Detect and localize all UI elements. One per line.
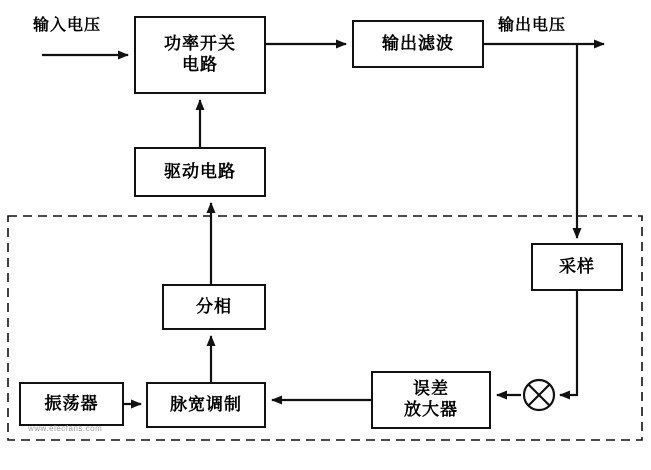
block-sampling[interactable] (531, 243, 623, 291)
label-input-voltage: 输入电压 (33, 17, 102, 34)
block-label-line-1: 分相 (196, 296, 232, 316)
block-label-line-1: 驱动电路 (164, 161, 236, 181)
block-error-amplifier[interactable] (371, 371, 491, 429)
block-output-filter[interactable] (352, 20, 484, 68)
block-label-line-1: 功率开关 (164, 34, 236, 54)
block-label-line-1: 脉宽调制 (170, 394, 242, 414)
block-power-switch-circuit[interactable] (134, 16, 266, 94)
wire-sampling-to-summing (560, 291, 577, 395)
block-pwm[interactable] (146, 382, 266, 428)
block-label-line-1: 输出滤波 (382, 33, 454, 53)
summing-junction-symbol (524, 380, 554, 410)
block-label-line-1: 误差 (413, 379, 449, 399)
label-output-voltage: 输出电压 (498, 17, 567, 34)
block-label-line-1: 振荡器 (44, 393, 99, 413)
block-oscillator[interactable] (19, 382, 124, 426)
block-phase-splitter[interactable] (162, 284, 266, 330)
block-label-line-2: 放大器 (404, 400, 458, 419)
block-drive-circuit[interactable] (134, 147, 266, 197)
block-label-line-2: 电路 (182, 55, 218, 74)
block-label-line-1: 采样 (559, 256, 595, 276)
watermark-text: www.elecfans.com (28, 424, 103, 433)
